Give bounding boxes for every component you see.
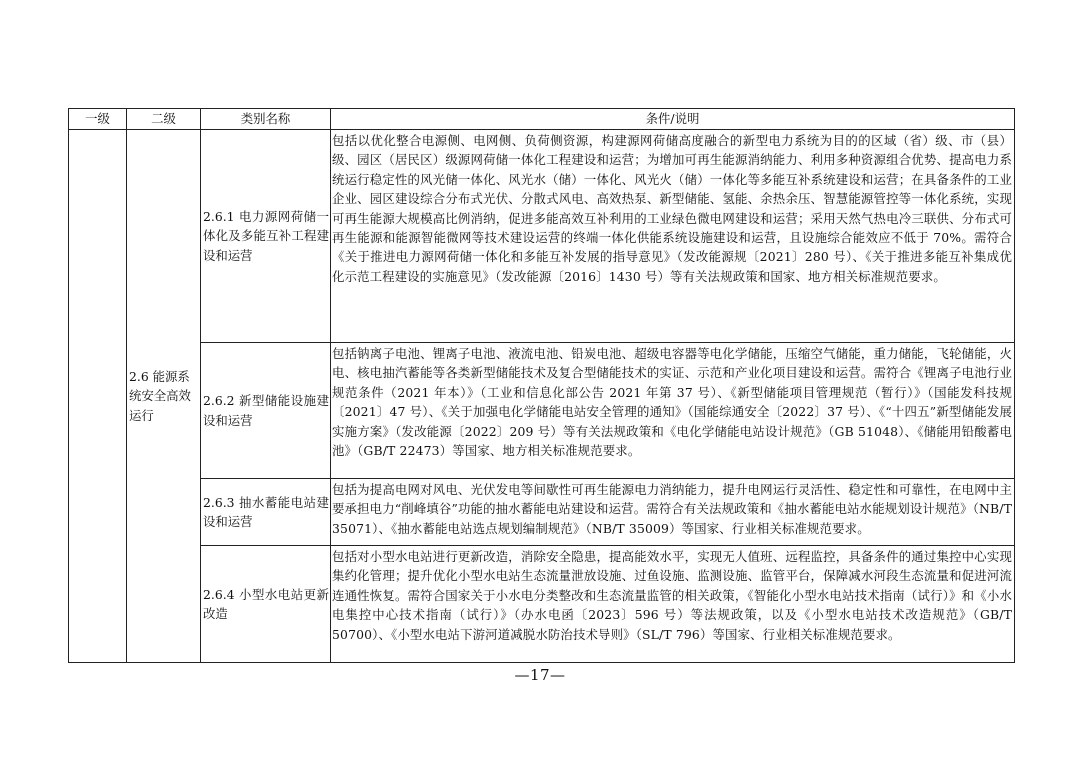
category-name-cell: 2.6.4 小型水电站更新改造 — [201, 546, 331, 663]
description-cell: 包括对小型水电站进行更新改造，消除安全隐患，提高能效水平，实现无人值班、远程监控，具备条件的通过集控中心实现集约化管理；提升优化小型水电站生态流量泄放设施、过鱼设施、监测设施、监管平台，保障减水河段生态流量和促进河流连通性恢复。需符合国家关于小水电分类整改和生态流量监管的相关政策，《智能化小型水电站技术指南（试行）》和《小水电集控中心技术指南（试行）》（办水电函〔2023〕596 号）等法规政策，以及《小型水电站技术改造规范》（GB/T 50700）、《小型水电站下游河道减脱水防治技术导则》（SL/T 796）等国家、行业相关标准规范要求。 — [331, 546, 1015, 663]
category-table — [68, 108, 1015, 663]
page-number: —17— — [514, 666, 566, 684]
table-row — [69, 479, 1015, 546]
category-name-cell: 2.6.2 新型储能设施建设和运营 — [201, 343, 331, 479]
description-cell: 包括钠离子电池、锂离子电池、液流电池、铅炭电池、超级电容器等电化学储能，压缩空气储能，重力储能，飞轮储能，火电、核电抽汽蓄能等各类新型储能技术及复合型储能技术的实证、示范和产业化项目建设和运营。需符合《锂离子电池行业规范条件（2021 年本）》（工业和信息化部公告 2021 年第 37 号）、《新型储能项目管理规范（暂行）》（国能发科技规〔2021〕47 号）、《关于加强电化学储能电站安全管理的通知》（国能综通安全〔2022〕37 号）、《“十四五”新型储能发展实施方案》（发改能源〔2022〕209 号）等有关法规政策和《电化学储能电站设计规范》（GB 51048）、《储能用铅酸蓄电池》（GB/T 22473）等国家、地方相关标准规范要求。 — [331, 343, 1015, 479]
description-cell: 包括为提高电网对风电、光伏发电等间歇性可再生能源电力消纳能力，提升电网运行灵活性、稳定性和可靠性，在电网中主要承担电力“削峰填谷”功能的抽水蓄能电站建设和运营。需符合有关法规政策和《抽水蓄能电站水能规划设计规范》（NB/T 35071）、《抽水蓄能电站选点规划编制规范》（NB/T 35009）等国家、行业相关标准规范要求。 — [331, 479, 1015, 546]
header-level2: 二级 — [127, 109, 201, 130]
table-row — [69, 343, 1015, 479]
category-name-cell: 2.6.3 抽水蓄能电站建设和运营 — [201, 479, 331, 546]
header-category-name: 类别名称 — [201, 109, 331, 130]
description-cell: 包括以优化整合电源侧、电网侧、负荷侧资源，构建源网荷储高度融合的新型电力系统为目的的区域（省）级、市（县）级、园区（居民区）级源网荷储一体化工程建设和运营；为增加可再生能源消纳能力、利用多种资源组合优势、提高电力系统运行稳定性的风光储一体化、风光水（储）一体化、风光火（储）一体化等多能互补系统建设和运营；在具备条件的工业企业、园区建设综合分布式光伏、分散式风电、高效热泵、新型储能、氢能、余热余压、智慧能源管控等一体化系统，实现可再生能源大规模高比例消纳，促进多能高效互补利用的工业绿色微电网建设和运营；采用天然气热电冷三联供、分布式可再生能源和能源智能微网等技术建设运营的终端一体化供能系统设施建设和运营，且设施综合能效应不低于 70%。需符合《关于推进电力源网荷储一体化和多能互补发展的指导意见》（发改能源规〔2021〕280 号）、《关于推进多能互补集成优化示范工程建设的实施意见》（发改能源〔2016〕1430 号）等有关法规政策和国家、地方相关标准规范要求。 — [331, 130, 1015, 343]
header-level1: 一级 — [69, 109, 127, 130]
category-name-cell: 2.6.1 电力源网荷储一体化及多能互补工程建设和运营 — [201, 130, 331, 343]
table-header-row — [69, 109, 1015, 130]
table-row — [69, 546, 1015, 663]
header-conditions: 条件/说明 — [331, 109, 1015, 130]
level2-cell: 2.6 能源系统安全高效运行 — [127, 130, 201, 663]
table-row — [69, 130, 1015, 343]
level1-cell — [69, 130, 127, 663]
